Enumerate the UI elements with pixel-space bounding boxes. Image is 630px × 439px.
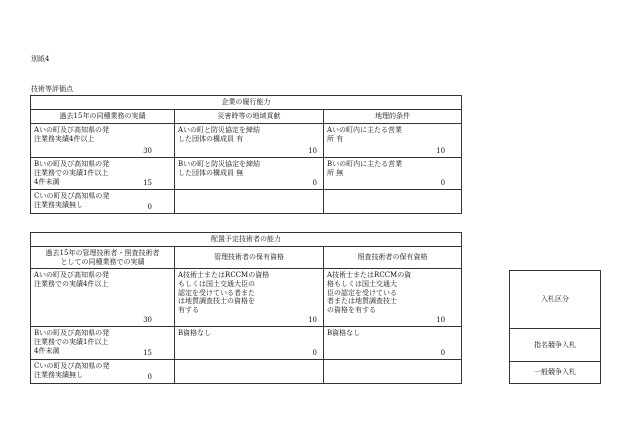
table-cell <box>324 327 462 360</box>
score: 15 <box>143 349 152 358</box>
table-cell <box>175 360 324 384</box>
score: 0 <box>312 349 317 358</box>
table-cell <box>175 190 324 214</box>
criterion-text: Bいの町内に主たる営業 所 無 <box>327 160 403 177</box>
table1-col-header: 災害時等の地域貢献 <box>175 110 324 124</box>
criterion-text <box>324 360 461 362</box>
score: 0 <box>147 373 152 382</box>
table-cell <box>31 158 175 190</box>
criterion-text: Cいの町及び高知県の発 注業務実績無し <box>34 192 110 209</box>
table-cell <box>324 158 462 190</box>
criterion-text: Cいの町及び高知県の発 注業務実績無し <box>34 362 110 379</box>
table-cell <box>324 269 462 327</box>
criterion-text: Aいの町及び高知県の発 注業務での実績4件以上 <box>34 271 110 288</box>
criterion-text: Bいの町及び高知県の発 注業務での実績1件以上 4件未満 <box>34 160 110 186</box>
table2-col-header: 過去15年の管理技術者・照査技術者 としての同種業務での実績 <box>31 247 175 269</box>
criterion-text: Bいの町及び高知県の発 注業務での実績1件以上 4件未満 <box>34 329 110 355</box>
table1-col-header: 過去15年の同種業務の実績 <box>31 110 175 124</box>
corporate-capability-table <box>30 95 462 214</box>
bidding-type-general: 一般競争入札 <box>510 362 601 384</box>
table1-col-header: 地理的条件 <box>324 110 462 124</box>
table-row <box>31 327 462 360</box>
table-cell <box>175 158 324 190</box>
criterion-text: B資格なし <box>327 329 361 337</box>
table-cell <box>175 124 324 158</box>
bidding-category-header: 入札区分 <box>510 271 601 329</box>
score: 0 <box>440 179 446 188</box>
table2-col-header: 照査技術者の保有資格 <box>324 247 462 269</box>
table-row <box>31 360 462 384</box>
table-cell <box>324 360 462 384</box>
table-cell <box>175 327 324 360</box>
score: 0 <box>312 179 317 188</box>
score: 10 <box>436 147 446 156</box>
criterion-text <box>175 190 323 192</box>
criterion-text: A技術士またはRCCMの資 格もしくは国土交通大 臣の認定を受けている 者または地質調査技士 の資格を有する <box>327 271 412 314</box>
score: 10 <box>308 316 317 325</box>
annex-label: 別紙4 <box>31 55 50 63</box>
table-cell <box>31 124 175 158</box>
table-row <box>31 158 462 190</box>
bidding-category-table <box>509 270 601 384</box>
score: 0 <box>147 203 152 212</box>
score: 30 <box>143 316 152 325</box>
table-cell <box>324 190 462 214</box>
table-row <box>31 190 462 214</box>
score: 10 <box>436 316 446 325</box>
table-cell <box>31 360 175 384</box>
table-cell <box>31 269 175 327</box>
table2-title: 配置予定技術者の能力 <box>31 233 462 247</box>
criterion-text: A技術士またはRCCMの資格 もしくは国土交通大臣の 認定を受けている者また は地質調査技士の資格を 有する <box>178 271 270 314</box>
score: 15 <box>143 179 152 188</box>
criterion-text: Bいの町と防災協定を締結 した団体の構成員 無 <box>178 160 261 177</box>
criterion-text <box>324 190 461 192</box>
table2-col-header: 管理技術者の保有資格 <box>175 247 324 269</box>
criterion-text: Aいの町内に主たる営業 所 有 <box>327 126 403 143</box>
criterion-text: Aいの町及び高知県の発 注業務実績4件以上 <box>34 126 110 143</box>
table-cell <box>31 327 175 360</box>
criterion-text <box>175 360 323 362</box>
score: 10 <box>308 147 317 156</box>
table-cell <box>175 269 324 327</box>
criterion-text: Aいの町と防災協定を締結 した団体の構成員 有 <box>178 126 261 143</box>
section-heading: 技術等評価点 <box>31 85 73 93</box>
score: 0 <box>440 349 446 358</box>
bidding-type-nominated: 指名競争入札 <box>510 329 601 362</box>
score: 30 <box>143 147 152 156</box>
table-row <box>31 124 462 158</box>
table-row <box>31 269 462 327</box>
table-cell <box>324 124 462 158</box>
criterion-text: B資格なし <box>178 329 212 337</box>
engineer-capability-table <box>30 232 462 384</box>
table-cell <box>31 190 175 214</box>
table1-title: 企業の履行能力 <box>31 96 462 110</box>
